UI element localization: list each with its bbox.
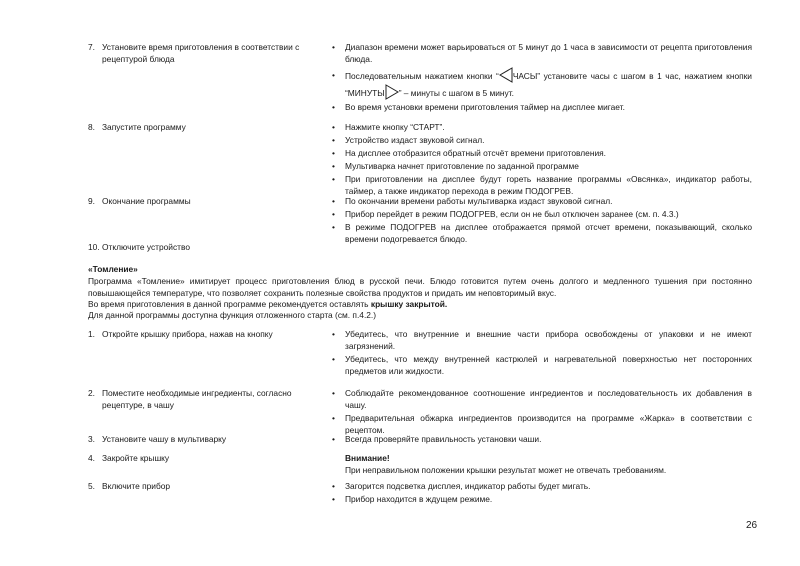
bullet-item: • Последовательным нажатием кнопки “ ЧАСЫ” установите часы с шагом в 1 час, нажатием кнопки “МИНУТЫ ” – минуты с шагом в 5 минут. (332, 67, 752, 101)
step-b-1 (88, 329, 752, 379)
step-label: Установите время приготовления в соответствии с рецептурой блюда (102, 42, 300, 64)
bullet-item: • Прибор перейдет в режим ПОДОГРЕВ, если он не был отключен заранее (см. п. 4.3.) (332, 209, 679, 220)
bullet-item: • Загорится подсветка дисплея, индикатор работы будет мигать. (332, 481, 591, 491)
step-label: Окончание программы (102, 196, 191, 206)
step-label: Включите прибор (102, 481, 171, 491)
bullet-item: • Во время установки времени приготовления таймер на дисплее мигает. (332, 102, 625, 113)
bullet-item: • На дисплее отобразится обратный отсчёт времени приготовления. (332, 148, 607, 159)
section-paragraph-delay: Для данной программы доступна функция отложенного старта (см. п.4.2.) (88, 310, 377, 320)
warning-block (332, 453, 752, 476)
step-label: Закройте крышку (102, 453, 170, 463)
bullet-item: • Всегда проверяйте правильность установки чаши. (332, 434, 542, 444)
step-bullets (332, 388, 752, 438)
step-10 (88, 242, 752, 254)
step-number: 5. (88, 481, 95, 491)
step-bullets (332, 42, 752, 115)
bullet-item: • Нажмите кнопку “СТАРТ”. (332, 122, 445, 132)
step-bullets (332, 196, 752, 247)
step-label: Поместите необходимые ингредиенты, согласно рецептуре, в чашу (102, 388, 292, 410)
step-number: 9. (88, 196, 95, 206)
bullet-item: • Убедитесь, что между внутренней кастрюлей и нагревательной поверхностью нет посторонних предметов или жидкости. (332, 354, 752, 376)
page-number: 26 (746, 520, 758, 531)
bullet-item: • Убедитесь, что внутренние и внешние части прибора освобождены от упаковки и не имеют загрязнений. (332, 329, 752, 351)
bullet-item: • В режиме ПОДОГРЕВ на дисплее отображается прямой отсчет времени, показывающий, сколько времени подогревается блюдо. (332, 222, 752, 244)
warning-text: При неправильном положении крышки результат может не отвечать требованиям. (345, 464, 667, 475)
step-number: 10. (88, 242, 100, 252)
step-number: 1. (88, 329, 95, 339)
bullet-item: • Диапазон времени может варьироваться от 5 минут до 1 часа в зависимости от рецепта приготовления блюда. (332, 42, 752, 64)
step-number: 8. (88, 122, 95, 132)
bullet-item: • Устройство издаст звуковой сигнал. (332, 135, 485, 146)
bullet-item: • По окончании времени работы мультиварка издаст звуковой сигнал. (332, 196, 613, 206)
section-paragraph-lid: Во время приготовления в данной программе рекомендуется оставлять крышку закрытой. (88, 299, 448, 309)
triangle-left-icon (499, 67, 513, 83)
step-8 (88, 122, 752, 199)
bullet-item: • Мультиварка начнет приготовление по заданной программе (332, 161, 579, 172)
bullet-item: • Прибор находится в ждущем режиме. (332, 494, 493, 505)
step-number: 3. (88, 434, 95, 444)
step-b-2 (88, 388, 752, 438)
step-b-4 (88, 453, 752, 476)
section-paragraph: Программа «Томление» имитирует процесс приготовления блюд в русской печи. Блюдо готовится путем очень долгого и медленного тушения при постоянно повышающейся температуре, что позволяет сохранить полезные свойства продуктов и придать им неповторимый вкус. (88, 276, 752, 298)
step-number: 2. (88, 388, 95, 398)
bullet-item: • Предварительная обжарка ингредиентов производится на программе «Жарка» в соответствии с рецептом. (332, 413, 752, 435)
step-9 (88, 196, 752, 247)
triangle-right-icon (385, 84, 399, 100)
step-label: Отключите устройство (102, 242, 191, 252)
step-b-3 (88, 434, 752, 447)
section-title: «Томление» (88, 264, 138, 274)
step-label: Откройте крышку прибора, нажав на кнопку (102, 329, 273, 339)
step-label: Установите чашу в мультиварку (102, 434, 227, 444)
step-bullets (332, 434, 752, 447)
step-bullets (332, 122, 752, 199)
step-b-5 (88, 481, 752, 507)
warning-title: Внимание! (345, 453, 390, 463)
step-number: 4. (88, 453, 95, 463)
bullet-item: • Соблюдайте рекомендованное соотношение ингредиентов и последовательность их добавления в чашу. (332, 388, 752, 410)
step-label: Запустите программу (102, 122, 186, 132)
step-number: 7. (88, 42, 95, 52)
step-bullets (332, 329, 752, 379)
bullet-item: • При приготовлении на дисплее будут гореть название программы «Овсянка», индикатор работы, таймер, а также индикатор перехода в режим ПОДОГРЕВ. (332, 174, 752, 196)
step-bullets (332, 481, 752, 507)
step-7 (88, 42, 752, 115)
